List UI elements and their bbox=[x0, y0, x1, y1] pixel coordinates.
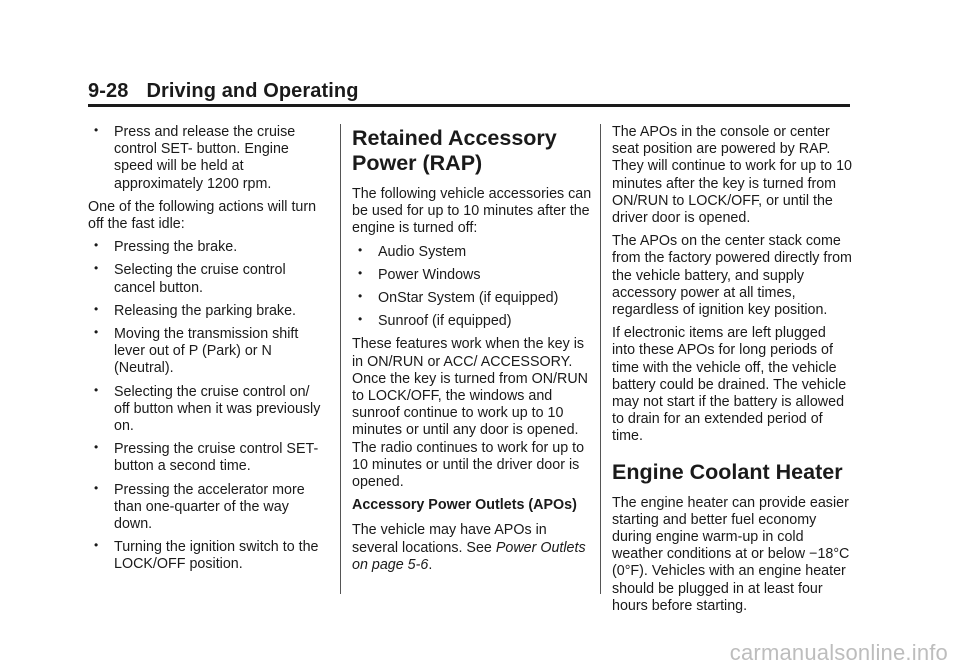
list-item: • Power Windows bbox=[358, 265, 481, 283]
subheading-apos: Accessory Power Outlets (APOs) bbox=[352, 497, 577, 514]
bullet-icon: • bbox=[94, 382, 99, 397]
paragraph: If electronic items are left plugged into these APOs for long periods of time with the vehicle off, the vehicle battery could be drained. The vehicle may not start if the battery is allowed to drain for an extended period of time. bbox=[612, 325, 847, 445]
bullet-icon: • bbox=[94, 480, 99, 495]
paragraph: The vehicle may have APOs in several locations. See Power Outlets on page 5-6. bbox=[352, 522, 586, 573]
paragraph: The APOs in the console or center seat position are powered by RAP. They will continue to work for up to 10 minutes after the key is turned from ON/RUN to LOCK/OFF, or until the driver door is opened. bbox=[612, 124, 852, 227]
list-item: • Pressing the brake. bbox=[94, 238, 238, 256]
list-item: • Audio System bbox=[358, 242, 467, 260]
bullet-icon: • bbox=[94, 325, 99, 340]
column-divider bbox=[340, 124, 341, 594]
paragraph: These features work when the key is in ON/RUN or ACC/ ACCESSORY. Once the key is turned from ON/RUN to LOCK/OFF, the windows and sunroof continue to work up to 10 minutes or until any door is opened. The radio continues to work for up to 10 minutes or until the driver door is opened. bbox=[352, 336, 588, 491]
paragraph: The engine heater can provide easier starting and better fuel economy during engine warm-up in cold weather conditions at or below −18°C (0°F). Vehicles with an engine heater should be plugged in at least four hours before starting. bbox=[612, 494, 850, 614]
bullet-icon: • bbox=[94, 261, 99, 276]
list-item: • Selecting the cruise control cancel button. bbox=[94, 261, 286, 296]
list-item: • Turning the ignition switch to the LOCK/OFF position. bbox=[94, 538, 319, 573]
list-item: • Selecting the cruise control on/ off button when it was previously on. bbox=[94, 382, 321, 435]
bullet-icon: • bbox=[94, 538, 99, 553]
section-title: Driving and Operating bbox=[146, 80, 359, 102]
column-1 bbox=[88, 124, 328, 580]
bullet-icon: • bbox=[358, 312, 363, 327]
bullet-icon: • bbox=[358, 289, 363, 304]
column-3 bbox=[612, 124, 852, 621]
bullet-icon: • bbox=[94, 238, 99, 253]
list-item: • OnStar System (if equipped) bbox=[358, 289, 559, 307]
list-item: • Pressing the accelerator more than one-quarter of the way down. bbox=[94, 480, 305, 533]
list-item: • Moving the transmission shift lever out of P (Park) or N (Neutral). bbox=[94, 325, 299, 377]
bullet-icon: • bbox=[358, 242, 363, 257]
page-number: 9-28 bbox=[88, 80, 129, 102]
bullet-icon: • bbox=[94, 123, 99, 137]
section-heading-coolant-heater: Engine Coolant Heater bbox=[612, 459, 843, 484]
paragraph: The APOs on the center stack come from the factory powered directly from the vehicle battery, and supply accessory power at all times, regardless of ignition key position. bbox=[612, 233, 852, 319]
column-2 bbox=[352, 124, 592, 580]
header-rule bbox=[88, 104, 850, 107]
page-header bbox=[88, 80, 850, 103]
bullet-icon: • bbox=[94, 440, 99, 455]
cross-reference-link[interactable]: Power Outlets on page 5-6 bbox=[352, 539, 586, 573]
list-item: • Pressing the cruise control SET- button a second time. bbox=[94, 440, 319, 475]
column-divider bbox=[600, 124, 601, 594]
list-item: • Sunroof (if equipped) bbox=[358, 312, 512, 330]
paragraph: One of the following actions will turn off the fast idle: bbox=[88, 198, 317, 233]
bullet-icon: • bbox=[94, 301, 99, 316]
section-heading-rap: Retained Accessory Power (RAP) bbox=[352, 126, 557, 175]
paragraph: The following vehicle accessories can be used for up to 10 minutes after the engine is turned off: bbox=[352, 186, 592, 237]
list-item: • Press and release the cruise control SET- button. Engine speed will be held at approximately 1200 rpm. bbox=[94, 123, 296, 192]
bullet-icon: • bbox=[358, 265, 363, 280]
watermark: carmanualsonline.info bbox=[729, 640, 948, 665]
list-item: • Releasing the parking brake. bbox=[94, 301, 296, 319]
